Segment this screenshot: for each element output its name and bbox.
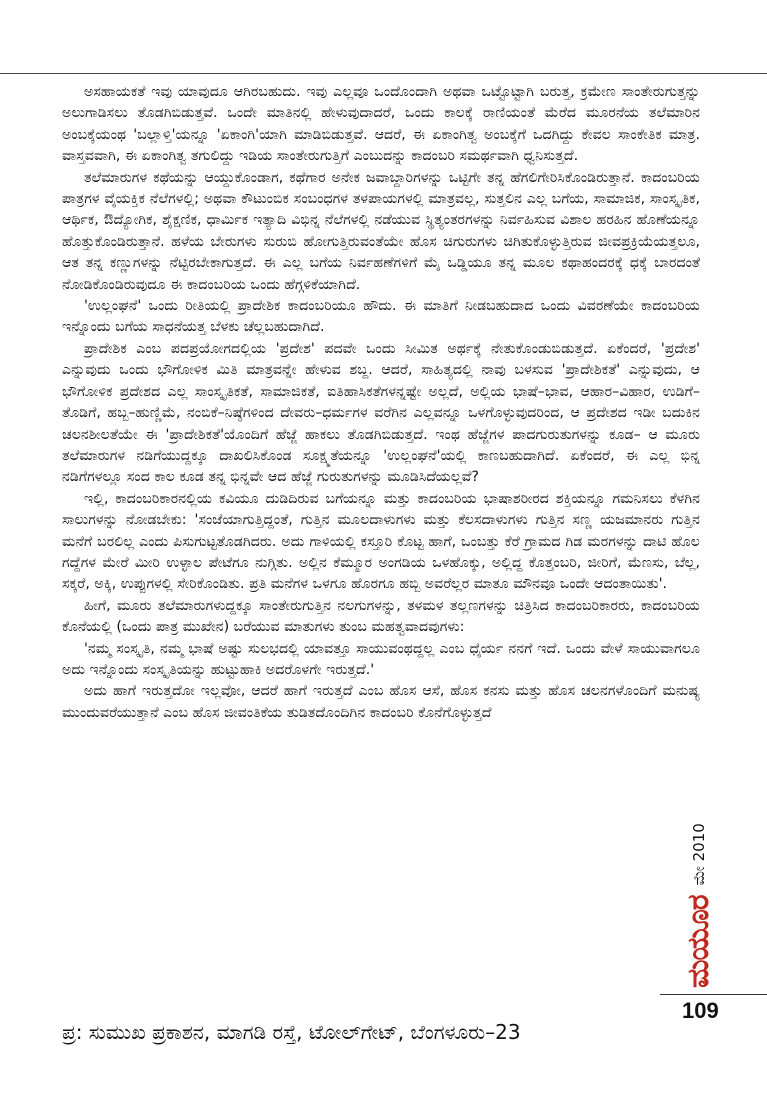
paragraph: 'ಉಲ್ಲಂಘನೆ' ಒಂದು ರೀತಿಯಲ್ಲಿ ಪ್ರಾದೇಶಿಕ ಕಾದಂಬರಿಯೂ ಹೌದು. ಈ ಮಾತಿಗೆ ನೀಡಬಹುದಾದ ಒಂದು ವಿವರಣೆಯೇ ಕಾದಂಬರಿಯ ಇನ್ನೊಂದು ಬಗೆಯ ಸಾಧನೆಯತ್ತ ಬೆಳಕು ಚೆಲ್ಲಬಹುದಾಗಿದೆ. (62, 298, 700, 336)
issue-date: ಮೇ 2010 (690, 823, 708, 886)
quoted-paragraph: 'ನಮ್ಮ ಸಂಸ್ಕೃತಿ, ನಮ್ಮ ಭಾಷೆ ಅಷ್ಟು ಸುಲಭದಲ್ಲಿ ಯಾವತ್ತೂ ಸಾಯುವಂಥದ್ದಲ್ಲ ಎಂಬ ಧೈರ್ಯ ನನಗೆ ಇದೆ. ಒಂದು ವೇಳೆ ಸಾಯುವಾಗಲೂ ಅದು ಇನ್ನೊಂದು ಸಂಸ್ಕೃತಿಯನ್ನು ಹುಟ್ಟುಹಾಕಿ ಅದರೊಳಗೇ ಇರುತ್ತದೆ.' (62, 640, 700, 678)
page-number: 109 (682, 998, 719, 1023)
article-body (62, 82, 700, 724)
paragraph: ತಲೆಮಾರುಗಳ ಕಥೆಯನ್ನು ಆಯ್ದುಕೊಂಡಾಗ, ಕಥೆಗಾರ ಅನೇಕ ಜವಾಬ್ದಾರಿಗಳನ್ನು ಒಟ್ಟಿಗೇ ತನ್ನ ಹೆಗಲಿಗೇರಿಸಿಕೊಂಡಿರುತ್ತಾನೆ. ಕಾದಂಬರಿಯ ಪಾತ್ರಗಳ ವೈಯಕ್ತಿಕ ನೆಲೆಗಳಲ್ಲಿ; ಅಥವಾ ಕೌಟುಂಬಿಕ ಸಂಬಂಧಗಳ ತಳಪಾಯಗಳಲ್ಲಿ ಮಾತ್ರವಲ್ಲ, ಸುತ್ತಲಿನ ಎಲ್ಲ ಬಗೆಯ, ಸಾಮಾಜಿಕ, ಸಾಂಸ್ಕೃತಿಕ, ಆರ್ಥಿಕ, ಔದ್ಯೋಗಿಕ, ಶೈಕ್ಷಣಿಕ, ಧಾರ್ಮಿಕ ಇತ್ಯಾದಿ ವಿಭಿನ್ನ ನೆಲೆಗಳಲ್ಲಿ ನಡೆಯುವ ಸ್ಥಿತ್ಯಂತರಗಳನ್ನು ನಿರ್ವಹಿಸುವ ವಿಶಾಲ ಹರಹಿನ ಹೊಣೆಯನ್ನೂ ಹೊತ್ತುಕೊಂಡಿರುತ್ತಾನೆ. ಹಳೆಯ ಬೇರುಗಳು ಸುರುಬಿ ಹೋಗುತ್ತಿರುವಂತೆಯೇ ಹೊಸ ಚಿಗುರುಗಳು ಚಿಗಿತುಕೊಳ್ಳುತ್ತಿರುವ ಜೀವಪ್ರಕ್ರಿಯೆಯತ್ತಲೂ, ಆತ ತನ್ನ ಕಣ್ಣುಗಳನ್ನು ನೆಟ್ಟಿರಬೇಕಾಗುತ್ತದೆ. ಈ ಎಲ್ಲ ಬಗೆಯ ನಿರ್ವಹಣೆಗಳಿಗೆ ಮೈ ಒಡ್ಡಿಯೂ ತನ್ನ ಮೂಲ ಕಥಾಹಂದರಕ್ಕೆ ಧಕ್ಕೆ ಬಾರದಂತೆ ನೋಡಿಕೊಂಡಿರುವುದೂ ಈ ಕಾದಂಬರಿಯ ಒಂದು ಹೆಗ್ಗಳಿಕೆಯಾಗಿದೆ. (62, 169, 700, 293)
page-number-rule (660, 994, 767, 995)
paragraph: ಹೀಗೆ, ಮೂರು ತಲೆಮಾರುಗಳುದ್ದಕ್ಕೂ ಸಾಂತೇರುಗುತ್ತಿನ ನಲಗುಗಳನ್ನು, ತಳಮಳ ತಲ್ಲಣಗಳನ್ನು ಚಿತ್ರಿಸಿದ ಕಾದಂಬರಿಕಾರರು, ಕಾದಂಬರಿಯ ಕೊನೆಯಲ್ಲಿ (ಒಂದು ಪಾತ್ರ ಮುಖೇನ) ಬರೆಯುವ ಮಾತುಗಳು ತುಂಬ ಮಹತ್ವವಾದವುಗಳು: (62, 597, 700, 636)
header-rule (0, 73, 767, 74)
publisher-line: ಪ್ರ: ಸುಮುಖ ಪ್ರಕಾಶನ, ಮಾಗಡಿ ರಸ್ತೆ, ಟೋಲ್‌ಗೇಟ್, ಬೆಂಗಳೂರು–23 (62, 1020, 521, 1044)
paragraph: ಇಲ್ಲಿ, ಕಾದಂಬರಿಕಾರನಲ್ಲಿಯ ಕವಿಯೂ ದುಡಿದಿರುವ ಬಗೆಯನ್ನೂ ಮತ್ತು ಕಾದಂಬರಿಯ ಭಾಷಾಶರೀರದ ಶಕ್ತಿಯನ್ನೂ ಗಮನಿಸಲು ಕೆಳಗಿನ ಸಾಲುಗಳನ್ನು ನೋಡಬೇಕು: 'ಸಂಜೆಯಾಗುತ್ತಿದ್ದಂತೆ, ಗುತ್ತಿನ ಮೂಲದಾಳುಗಳು ಮತ್ತು ಕೆಲಸದಾಳುಗಳು ಗುತ್ತಿನ ಸಣ್ಣ ಯಜಮಾನರು ಗುತ್ತಿನ ಮನೆಗೆ ಬರಲಿಲ್ಲ ಎಂದು ಪಿಸುಗುಟ್ಟತೊಡಗಿದರು. ಅದು ಗಾಳಿಯಲ್ಲಿ ಕಸ್ತೂರಿ ಕೊಟ್ಟ ಹಾಗೆ, ಒಂಬತ್ತು ಕೆರೆ ಗ್ರಾಮದ ಗಿಡ ಮರಗಳನ್ನು ದಾಟಿ ಹೊಲ ಗದ್ದೆಗಳ ಮೇರೆ ಮೀರಿ ಉಳ್ಳಾಲ ಪೇಟೆಗೂ ನುಗ್ಗಿತು. ಅಲ್ಲಿನ ಕೆಮ್ಮೂರ ಅಂಗಡಿಯ ಒಳಹೊಕ್ಕು, ಅಲ್ಲಿದ್ದ ಕೊತ್ತಂಬರಿ, ಜೀರಿಗೆ, ಮೆಣಸು, ಬೆಲ್ಲ, ಸಕ್ಕರೆ, ಅಕ್ಕಿ, ಉಪ್ಪುಗಳಲ್ಲಿ ಸೇರಿಕೊಂಡಿತು. ಪ್ರತಿ ಮನೆಗಳ ಒಳಗೂ ಹೊರಗೂ ಹಬ್ಬಿ ಅವರೆಲ್ಲರ ಮಾತೂ ಮೌನವೂ ಒಂದೇ ಆದಂತಾಯಿತು'. (62, 490, 700, 593)
paragraph: ಅದು ಹಾಗೆ ಇರುತ್ತದೋ ಇಲ್ಲವೋ, ಆದರೆ ಹಾಗೆ ಇರುತ್ತದೆ ಎಂಬ ಹೊಸ ಆಸೆ, ಹೊಸ ಕನಸು ಮತ್ತು ಹೊಸ ಚಲನಗಳೊಂದಿಗೆ ಮನುಷ್ಯ ಮುಂದುವರೆಯುತ್ತಾನೆ ಎಂಬ ಹೊಸ ಜೀವಂತಿಕೆಯ ತುಡಿತದೊಂದಿಗಿನ ಕಾದಂಬರಿ ಕೊನೆಗೊಳ್ಳುತ್ತದೆ (62, 683, 700, 721)
magazine-name: ಮಯೂರ (681, 895, 716, 988)
paragraph: ಅಸಹಾಯಕತೆ ಇವು ಯಾವುದೂ ಆಗಿರಬಹುದು. ಇವು ಎಲ್ಲವೂ ಒಂದೊಂದಾಗಿ ಅಥವಾ ಒಟ್ಟೊಟ್ಟಾಗಿ ಬರುತ್ತ, ಕ್ರಮೇಣ ಸಾಂತೇರುಗುತ್ತನ್ನು ಅಲುಗಾಡಿಸಲು ತೊಡಗಿಬಿಡುತ್ತವೆ. ಒಂದೇ ಮಾತಿನಲ್ಲಿ ಹೇಳುವುದಾದರೆ, ಒಂದು ಕಾಲಕ್ಕೆ ರಾಣಿಯಂತೆ ಮೆರೆದ ಮೂರನೆಯ ತಲೆಮಾರಿನ ಅಂಬಕ್ಕೆಯಂಥ 'ಬಲ್ಲಾಳ್ತಿ'ಯನ್ನೂ 'ಏಕಾಂಗಿ'ಯಾಗಿ ಮಾಡಿಬಿಡುತ್ತವೆ. ಆದರೆ, ಈ ಏಕಾಂಗಿತ್ವ ಅಂಬಕ್ಕೆಗೆ ಒದಗಿದ್ದು ಕೇವಲ ಸಾಂಕೇತಿಕ ಮಾತ್ರ. ವಾಸ್ತವವಾಗಿ, ಈ ಏಕಾಂಗಿತ್ವ ತಗುಲಿದ್ದು ಇಡಿಯ ಸಾಂತೇರುಗುತ್ತಿಗೆ ಎಂಬುದನ್ನು ಕಾದಂಬರಿ ಸಮರ್ಥವಾಗಿ ಧ್ವನಿಸುತ್ತದೆ. (62, 84, 700, 165)
magazine-side-label (681, 823, 716, 988)
paragraph: ಪ್ರಾದೇಶಿಕ ಎಂಬ ಪದಪ್ರಯೋಗದಲ್ಲಿಯ 'ಪ್ರದೇಶ' ಪದವೇ ಒಂದು ಸೀಮಿತ ಅರ್ಥಕ್ಕೆ ನೇತುಕೊಂಡುಬಿಡುತ್ತದೆ. ಏಕೆಂದರೆ, 'ಪ್ರದೇಶ' ಎನ್ನುವುದು ಒಂದು ಭೌಗೋಳಿಕ ಮಿತಿ ಮಾತ್ರವನ್ನೇ ಹೇಳುವ ಶಬ್ದ. ಆದರೆ, ಸಾಹಿತ್ಯದಲ್ಲಿ ನಾವು ಬಳಸುವ 'ಪ್ರಾದೇಶಿಕತೆ' ಎನ್ನುವುದು, ಆ ಭೌಗೋಳಿಕ ಪ್ರದೇಶದ ಎಲ್ಲ ಸಾಂಸ್ಕೃತಿಕತೆ, ಸಾಮಾಜಿಕತೆ, ಐತಿಹಾಸಿಕತೆಗಳನ್ನಷ್ಟೇ ಅಲ್ಲದೆ, ಅಲ್ಲಿಯ ಭಾಷೆ–ಭಾವ, ಆಹಾರ–ವಿಹಾರ, ಉಡಿಗೆ–ತೊಡಿಗೆ, ಹಬ್ಬ–ಹುಣ್ಣಿಮೆ, ನಂಬಿಕೆ–ನಿಷ್ಠೆಗಳಿಂದ ದೇವರು–ಧರ್ಮಗಳ ವರೆಗಿನ ಎಲ್ಲವನ್ನೂ ಒಳಗೊಳ್ಳುವುದರಿಂದ, ಆ ಪ್ರದೇಶದ ಇಡೀ ಬದುಕಿನ ಚಲನಶೀಲತೆಯೇ ಈ 'ಪ್ರಾದೇಶಿಕತೆ'ಯೊಂದಿಗೆ ಹೆಜ್ಜೆ ಹಾಕಲು ತೊಡಗಿಬಿಡುತ್ತದೆ. ಇಂಥ ಹೆಜ್ಜೆಗಳ ಪಾದಗುರುತುಗಳನ್ನು ಕೂಡ– ಆ ಮೂರು ತಲೆಮಾರುಗಳ ನಡಿಗೆಯುದ್ದಕ್ಕೂ ದಾಖಲಿಸಿಕೊಂಡ ಸೂಕ್ಷ್ಮತೆಯನ್ನೂ 'ಉಲ್ಲಂಘನೆ'ಯಲ್ಲಿ ಕಾಣಬಹುದಾಗಿದೆ. ಏಕೆಂದರೆ, ಈ ಎಲ್ಲ ಭಿನ್ನ ನಡಿಗೆಗಳಲ್ಲೂ ಸಂದ ಕಾಲ ಕೂಡ ತನ್ನ ಭಿನ್ನವೇ ಆದ ಹೆಜ್ಜೆ ಗುರುತುಗಳನ್ನು ಮೂಡಿಸಿದೆಯಲ್ಲವೆ? (62, 340, 700, 486)
